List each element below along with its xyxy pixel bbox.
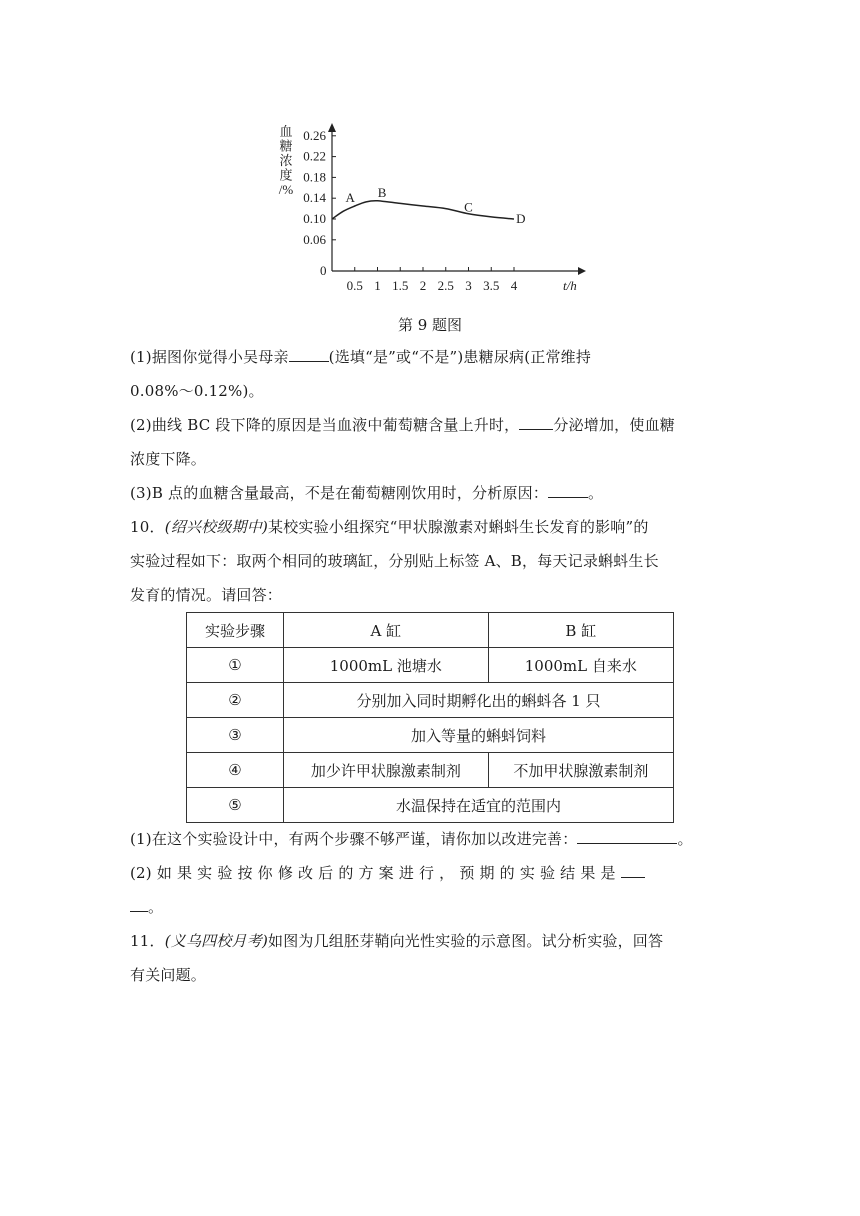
q10-line-2: 实验过程如下：取两个相同的玻璃缸，分别贴上标签 A、B，每天记录蝌蚪生长 (130, 552, 659, 570)
q9-part-3: (3)B 点的血糖含量最高，不是在葡萄糖刚饮用时，分析原因： 。 (130, 476, 730, 510)
x-axis-label: t/h (563, 278, 577, 293)
step-cell: ④ (187, 753, 284, 788)
x-tick-label: 4 (510, 278, 518, 293)
x-tick-label: 1.5 (392, 278, 409, 293)
y-axis-label: 血糖浓度/% (278, 124, 294, 197)
answer-blank[interactable] (621, 861, 645, 878)
table-row (187, 683, 674, 718)
merged-cell: 加入等量的蝌蚪饲料 (284, 718, 674, 753)
answer-blank[interactable] (519, 413, 553, 430)
figure-caption: 第 9 题图 (397, 316, 463, 334)
x-tick-label: 3.5 (483, 278, 500, 293)
q9-part-2-cont: 浓度下降。 (130, 450, 207, 468)
q10-source: (绍兴校级期中) (164, 518, 268, 536)
step-cell: ⑤ (187, 788, 284, 823)
x-tick-label: 0.5 (346, 278, 363, 293)
table-row (187, 718, 674, 753)
x-tick-label: 3 (465, 278, 472, 293)
q10-part-1: (1)在这个实验设计中，有两个步骤不够严谨，请你加以改进完善： 。 (130, 822, 730, 856)
y-tick-label: 0.06 (303, 231, 326, 247)
question-9-parts (130, 340, 730, 510)
blood-sugar-chart (260, 118, 600, 303)
q10-line-3: 发育的情况。请回答： (130, 586, 283, 604)
q11-line-2: 有关问题。 (130, 966, 207, 984)
q10-line-1: 10．(绍兴校级期中)某校实验小组探究“甲状腺激素对蝌蚪生长发育的影响”的 (130, 518, 649, 536)
q9-part-1-cont: 0.08%～0.12%)。 (130, 382, 264, 400)
question-11 (130, 924, 730, 992)
blood-sugar-curve (332, 201, 514, 219)
y-axis-arrow (328, 123, 336, 132)
table-row (187, 648, 674, 683)
merged-cell: 分别加入同时期孵化出的蝌蚪各 1 只 (284, 683, 674, 718)
x-axis-arrow (578, 267, 586, 275)
q10-part-2: (2) 如 果 实 验 按 你 修 改 后 的 方 案 进 行 ， 预 期 的 实 验 结 果 是 (130, 856, 730, 890)
answer-blank[interactable] (577, 827, 677, 844)
step-cell: ② (187, 683, 284, 718)
q9-part-2: (2)曲线 BC 段下降的原因是当血液中葡萄糖含量上升时， 分泌增加，使血糖 (130, 408, 730, 442)
point-label-c: C (464, 199, 473, 215)
table-header-cell: B 缸 (488, 613, 673, 648)
table-header-cell: A 缸 (284, 613, 489, 648)
x-tick-label: 1 (374, 278, 381, 293)
a-cell: 加少许甲状腺激素制剂 (284, 753, 489, 788)
point-label-d: D (516, 211, 526, 226)
experiment-table (186, 612, 674, 823)
step-cell: ① (187, 648, 284, 683)
y-tick-label: 0.26 (303, 127, 326, 143)
question-10-parts (130, 822, 730, 924)
merged-cell: 水温保持在适宜的范围内 (284, 788, 674, 823)
table-header-cell: 实验步骤 (187, 613, 284, 648)
y-tick-label: 0.10 (303, 211, 326, 226)
table-row (187, 788, 674, 823)
answer-blank[interactable] (548, 481, 588, 498)
y-tick-label: 0.14 (303, 190, 326, 206)
q11-source: (义乌四校月考) (164, 932, 268, 950)
point-label-b: B (377, 185, 387, 200)
point-label-a: A (345, 190, 355, 206)
x-tick-label: 2 (419, 278, 427, 293)
y-tick-label: 0.18 (303, 169, 326, 185)
y-tick-label: 0.22 (303, 148, 326, 164)
b-cell: 1000mL 自来水 (488, 648, 673, 683)
table-row (187, 753, 674, 788)
step-cell: ③ (187, 718, 284, 753)
q11-line-1: 11．(义乌四校月考)如图为几组胚芽鞘向光性实验的示意图。试分析实验，回答 (130, 932, 664, 950)
chart-svg (260, 118, 600, 303)
answer-blank[interactable] (289, 345, 329, 362)
b-cell: 不加甲状腺激素制剂 (488, 753, 673, 788)
origin-label: 0 (320, 263, 327, 278)
q10-part-2-cont: 。 (130, 890, 730, 924)
question-10 (130, 510, 730, 612)
a-cell: 1000mL 池塘水 (284, 648, 489, 683)
q9-part-1: (1)据图你觉得小吴母亲 (选填“是”或“不是”)患糖尿病(正常维持 (130, 340, 730, 374)
table-header-row (187, 613, 674, 648)
answer-blank[interactable] (130, 895, 148, 912)
x-tick-label: 2.5 (437, 278, 454, 293)
